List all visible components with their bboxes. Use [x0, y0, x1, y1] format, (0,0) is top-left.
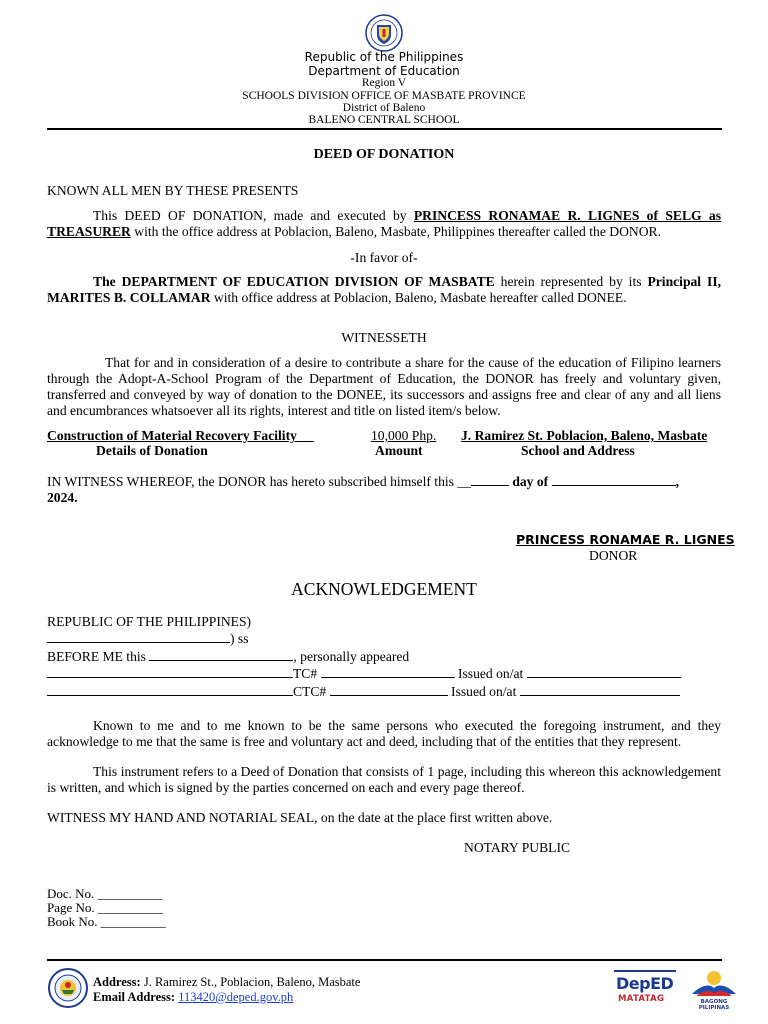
before-me-date-blank[interactable] [149, 660, 293, 661]
ack-republic-line: REPUBLIC OF THE PHILIPPINES) [47, 614, 252, 629]
tc-name-blank[interactable] [47, 677, 293, 678]
ctc-name-blank[interactable] [47, 695, 293, 696]
doc-no-line: Doc. No. __________ [47, 886, 163, 901]
donor-name: PRINCESS RONAMAE R. LIGNES of SELG as TREASURER [47, 208, 721, 239]
ctc-issued-blank[interactable] [520, 695, 680, 696]
witness-hand-line: WITNESS MY HAND AND NOTARIAL SEAL, on the date at the place first written above. [47, 810, 553, 825]
in-witness-paragraph: IN WITNESS WHEREOF, the DONOR has hereto subscribed himself this __ day of , 2024. [47, 474, 680, 505]
deped-matatag-logo [614, 970, 676, 1008]
donee-paragraph [47, 274, 721, 306]
footer-address [93, 975, 360, 1005]
bagong-pilipinas-label: BAGONG PILIPINAS [698, 999, 730, 1011]
tc-line [47, 666, 681, 682]
header-republic: Republic of the Philippines [304, 50, 464, 64]
ctc-number-blank[interactable] [330, 695, 448, 696]
bagong-pilipinas-icon [684, 966, 744, 1011]
donor-paragraph-pre: This DEED OF DONATION, made and executed by [93, 208, 414, 223]
email-label: Email Address: [93, 990, 176, 1004]
donee-post: with office address at Poblacion, Baleno, Masbate hereafter called DONEE. [210, 290, 627, 305]
address-label: Address: [93, 975, 141, 989]
in-witness-text: IN WITNESS WHEREOF, the DONOR has hereto subscribed himself this __ [47, 474, 471, 489]
email-link[interactable]: 113420@deped.gov.ph [178, 990, 294, 1004]
deped-seal-icon [365, 14, 403, 52]
ctc-line [47, 684, 680, 700]
in-favor-line: -In favor of- [350, 250, 418, 265]
tc-label: TC# [293, 666, 318, 681]
header-school-address: School and Address [521, 443, 635, 458]
year-label: 2024. [47, 490, 78, 505]
matatag-wordmark: MATATAG [618, 994, 665, 1004]
notary-public-label: NOTARY PUBLIC [464, 840, 571, 855]
venue-blank[interactable] [47, 642, 230, 643]
donor-signature-name: PRINCESS RONAMAE R. LIGNES [516, 532, 735, 547]
donor-paragraph-post: with the office address at Poblacion, Baleno, Masbate, Philippines thereafter called the DONOR. [130, 224, 661, 239]
book-no-line: Book No. __________ [47, 914, 166, 929]
ss-label: ) ss [230, 631, 249, 646]
personally-appeared-label: , personally appeared [293, 649, 410, 664]
donation-school-address: J. Ramirez St. Poblacion, Baleno, Masbate [461, 428, 708, 443]
month-blank[interactable] [552, 485, 676, 486]
page-no-line: Page No. __________ [47, 900, 163, 915]
ctc-label: CTC# [293, 684, 327, 699]
tc-issued-blank[interactable] [527, 677, 681, 678]
donation-details [47, 428, 314, 444]
donor-paragraph [47, 208, 721, 240]
header-department: Department of Education [308, 64, 460, 78]
header-details: Details of Donation [96, 443, 208, 458]
day-of-label: day of [508, 474, 552, 489]
known-all-line: KNOWN ALL MEN BY THESE PRESENTS [47, 183, 299, 198]
donee-mid: herein represented by its [494, 274, 648, 289]
header-amount: Amount [375, 443, 423, 458]
address-value: J. Ramirez St., Poblacion, Baleno, Masbate [143, 975, 361, 989]
day-blank[interactable] [471, 485, 509, 486]
instrument-paragraph: This instrument refers to a Deed of Donation that consists of 1 page, including this whereon this acknowledgement is written, and which is signed by the parties concerned on each and every page thereof. [47, 764, 721, 795]
header-district: District of Baleno [342, 102, 426, 114]
header-divider [47, 128, 722, 130]
principal-name: Principal II, MARITES B. COLLAMAR [47, 274, 722, 305]
footer-divider [47, 959, 722, 961]
document-title: DEED OF DONATION [313, 147, 455, 162]
acknowledgement-title: ACKNOWLEDGEMENT [291, 579, 477, 599]
donation-amount: 10,000 Php. [371, 428, 437, 443]
donation-details-value: Construction of Material Recovery Facility [47, 428, 297, 443]
donee-name: The DEPARTMENT OF EDUCATION DIVISION OF MASBATE [93, 274, 495, 289]
header-school: BALENO CENTRAL SCHOOL [308, 114, 460, 126]
header-region: Region V [361, 77, 407, 89]
tc-number-blank[interactable] [321, 677, 455, 678]
ack-ss-line [47, 631, 249, 647]
consideration-paragraph: That for and in consideration of a desire to contribute a share for the cause of the education of Filipino learners through the Adopt-A-School Program of the Department of Education, the DONOR has freely and voluntary given, transferred and conveyed by way of donation to the DONEE, its successors and assigns free and clear of any and all liens and encumbrances whatsoever all its rights, interest and title on listed item/s below. [47, 355, 721, 418]
witnesseth-heading: WITNESSETH [341, 330, 427, 345]
tc-issued-label: Issued on/at [457, 666, 524, 681]
deped-wordmark: DepED [616, 974, 674, 993]
header-division: SCHOOLS DIVISION OFFICE OF MASBATE PROVINCE [242, 90, 526, 102]
donor-role: DONOR [589, 548, 638, 563]
known-to-me-paragraph: Known to me and to me known to be the same persons who executed the foregoing instrument, and they acknowledge to me that the same is free and voluntary act and deed, including that of the entities that they represent. [47, 718, 721, 749]
school-seal-icon [48, 968, 88, 1008]
before-me-label: BEFORE ME this [47, 649, 150, 664]
ctc-issued-label: Issued on/at [451, 684, 517, 699]
before-me-line [47, 649, 409, 665]
